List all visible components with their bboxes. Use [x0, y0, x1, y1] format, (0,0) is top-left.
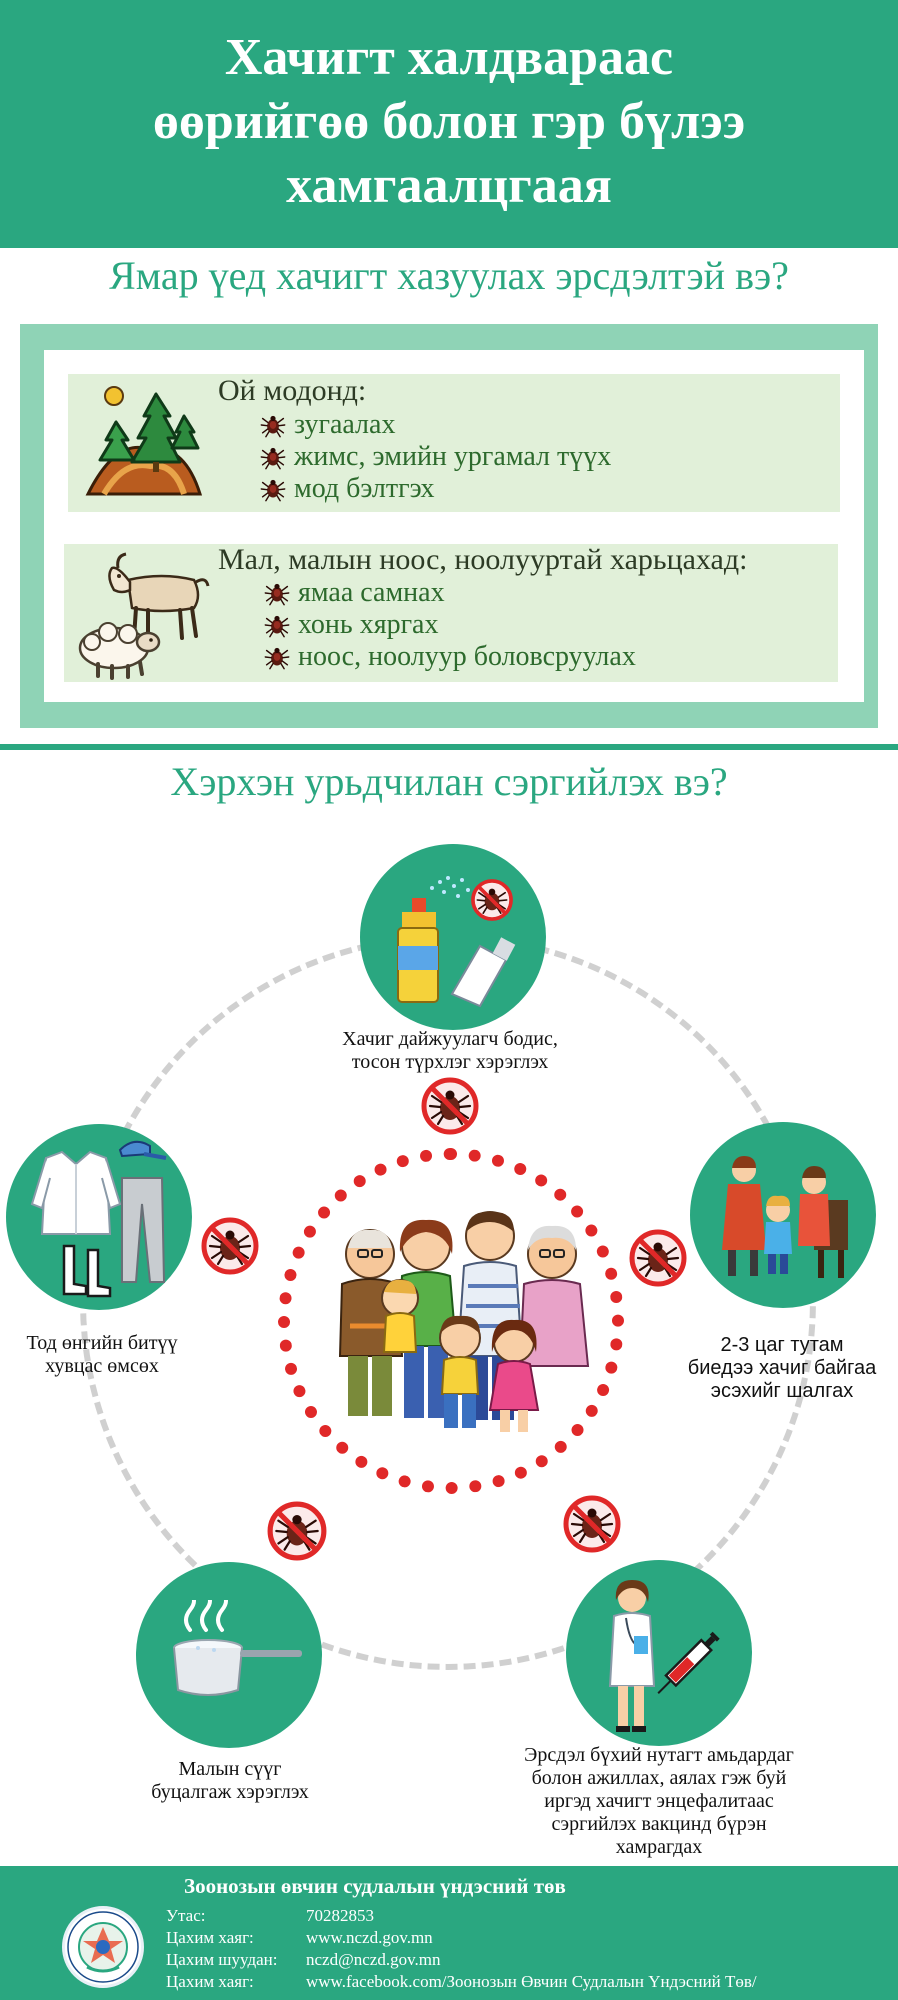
list-item: ямаа самнах [264, 577, 445, 609]
organization-logo [62, 1906, 144, 1988]
tick-bullet-icon [260, 412, 286, 438]
goat-sheep-icon [72, 546, 212, 680]
tick-ban-icon [266, 1500, 328, 1562]
family-check-icon [714, 1150, 854, 1280]
prevention-caption: Эрсдэл бүхий нутагт амьдардаг болон ажиллах, аялах гэж буй иргэд хачигт энцефалитаас сэргийлэх вакцинд бүрэн хамрагдах [524, 1744, 794, 1858]
contact-label: Цахим хаяг: [166, 1972, 254, 1991]
family-icon [330, 1206, 592, 1438]
list-item: жимс, эмийн ургамал түүх [260, 441, 611, 473]
contact-label: Утас: [166, 1906, 206, 1925]
boiling-pot-icon [168, 1600, 304, 1710]
prevention-caption: Малын сүүг буцалгаж хэрэглэх [151, 1758, 309, 1803]
prevention-caption: Тод өнгийн битүү хувцас өмсөх [26, 1332, 178, 1377]
contact-label: Цахим хаяг: [166, 1928, 254, 1947]
section-divider [0, 744, 898, 750]
list-item: хонь хяргах [264, 609, 438, 641]
risk-panel-title: Ой модонд: [218, 374, 367, 407]
tick-bullet-icon [264, 644, 290, 670]
forest-icon [84, 382, 204, 500]
risk-section-title: Ямар үед хачигт хазуулах эрсдэлтэй вэ? [109, 253, 789, 298]
website-link[interactable]: www.nczd.gov.mn [306, 1928, 433, 1947]
risk-panel-title: Мал, малын ноос, ноолууртай харьцахад: [218, 543, 748, 576]
emblem-icon [65, 1909, 141, 1985]
tick-ban-icon [200, 1216, 260, 1276]
prevention-section-title: Хэрхэн урьдчилан сэргийлэх вэ? [170, 759, 728, 804]
tick-ban-icon [420, 1076, 480, 1136]
header-banner [0, 0, 898, 248]
phone-value: 70282853 [306, 1906, 374, 1925]
tick-ban-icon [470, 878, 514, 922]
list-item: зугаалах [260, 409, 395, 441]
page-title: Хачигт халдвараас өөрийгөө болон гэр бүлээ хамгаалцгаая [152, 29, 746, 214]
prevention-caption: Хачиг дайжуулагч бодис, тосон түрхлэг хэрэглэх [342, 1028, 558, 1073]
tick-bullet-icon [260, 476, 286, 502]
doctor-vaccine-icon [600, 1576, 730, 1736]
list-item: мод бэлтгэх [260, 473, 435, 505]
facebook-link[interactable]: www.facebook.com/Зоонозын Өвчин Судлалын Үндэсний Төв/ [306, 1972, 757, 1991]
tick-bullet-icon [264, 580, 290, 606]
list-item: ноос, ноолуур боловсруулах [264, 641, 636, 673]
clothing-icon [26, 1134, 176, 1304]
tick-ban-icon [562, 1494, 622, 1554]
footer-organization: Зоонозын өвчин судлалын үндэсний төв [184, 1874, 566, 1898]
email-link[interactable]: nczd@nczd.gov.mn [306, 1950, 441, 1969]
tick-bullet-icon [260, 444, 286, 470]
tick-bullet-icon [264, 612, 290, 638]
prevention-caption: 2-3 цаг тутам биедээ хачиг байгаа эсэхийг шалгах [687, 1334, 877, 1402]
contact-label: Цахим шуудан: [166, 1950, 278, 1969]
tick-ban-icon [628, 1228, 688, 1288]
